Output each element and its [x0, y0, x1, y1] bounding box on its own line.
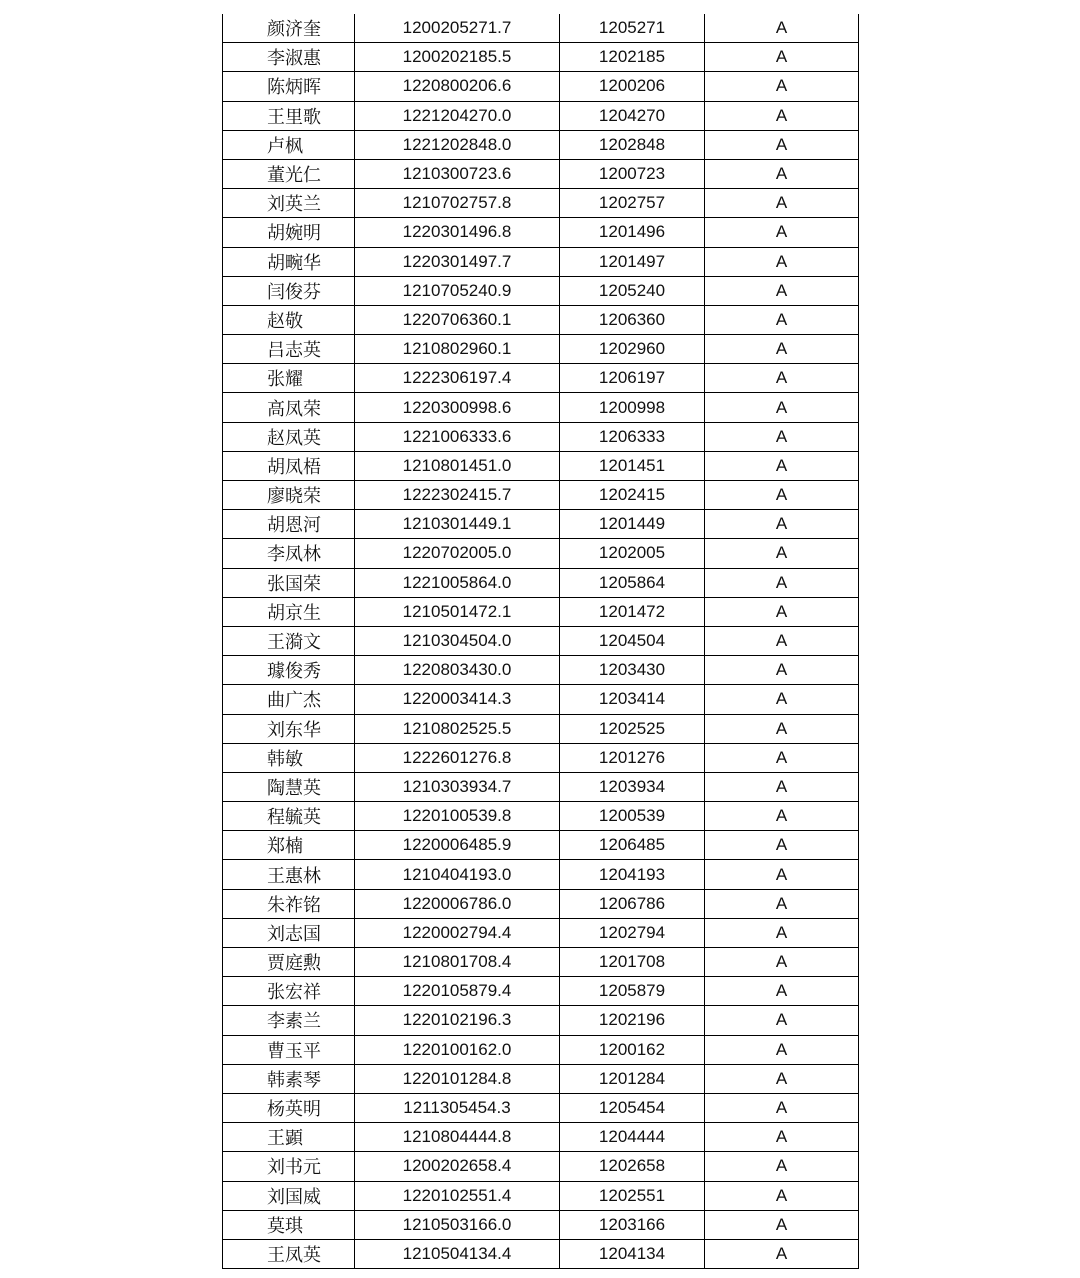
- grade-cell: A: [705, 159, 859, 188]
- table-row: [223, 802, 859, 831]
- id-number-cell: 1210503166.0: [355, 1210, 560, 1239]
- id-number-cell: 1221006333.6: [355, 422, 560, 451]
- table-body: [223, 14, 859, 1269]
- grade-cell: A: [705, 335, 859, 364]
- table-row: [223, 918, 859, 947]
- grade-cell: A: [705, 685, 859, 714]
- table-row: [223, 218, 859, 247]
- code-cell: 1205864: [560, 568, 705, 597]
- table-row: [223, 451, 859, 480]
- code-cell: 1201451: [560, 451, 705, 480]
- table-row: [223, 14, 859, 43]
- name-cell: 刘书元: [223, 1152, 355, 1181]
- name-cell: 王里歌: [223, 101, 355, 130]
- code-cell: 1201276: [560, 743, 705, 772]
- id-number-cell: 1221202848.0: [355, 130, 560, 159]
- table-row: [223, 656, 859, 685]
- id-number-cell: 1210801708.4: [355, 948, 560, 977]
- name-cell: 高凤荣: [223, 393, 355, 422]
- code-cell: 1202794: [560, 918, 705, 947]
- id-number-cell: 1221005864.0: [355, 568, 560, 597]
- name-cell: 胡京生: [223, 597, 355, 626]
- table-row: [223, 597, 859, 626]
- id-number-cell: 1210802960.1: [355, 335, 560, 364]
- grade-cell: A: [705, 860, 859, 889]
- table-row: [223, 772, 859, 801]
- grade-cell: A: [705, 831, 859, 860]
- name-cell: 陶慧英: [223, 772, 355, 801]
- name-cell: 赵敬: [223, 305, 355, 334]
- id-number-cell: 1220101284.8: [355, 1064, 560, 1093]
- table-row: [223, 130, 859, 159]
- grade-cell: A: [705, 626, 859, 655]
- code-cell: 1203430: [560, 656, 705, 685]
- grade-cell: A: [705, 539, 859, 568]
- code-cell: 1205454: [560, 1093, 705, 1122]
- id-number-cell: 1210804444.8: [355, 1123, 560, 1152]
- grade-cell: A: [705, 1064, 859, 1093]
- id-number-cell: 1210801451.0: [355, 451, 560, 480]
- code-cell: 1202848: [560, 130, 705, 159]
- grade-cell: A: [705, 772, 859, 801]
- code-cell: 1201708: [560, 948, 705, 977]
- name-cell: 张宏祥: [223, 977, 355, 1006]
- code-cell: 1201472: [560, 597, 705, 626]
- code-cell: 1206360: [560, 305, 705, 334]
- id-number-cell: 1220300998.6: [355, 393, 560, 422]
- table-row: [223, 1152, 859, 1181]
- table-row: [223, 568, 859, 597]
- id-number-cell: 1220006786.0: [355, 889, 560, 918]
- grade-cell: A: [705, 276, 859, 305]
- table-row: [223, 977, 859, 1006]
- code-cell: 1205271: [560, 14, 705, 43]
- name-cell: 李淑惠: [223, 43, 355, 72]
- code-cell: 1201449: [560, 510, 705, 539]
- code-cell: 1202658: [560, 1152, 705, 1181]
- table-row: [223, 626, 859, 655]
- table-row: [223, 1181, 859, 1210]
- table-row: [223, 159, 859, 188]
- table-row: [223, 1006, 859, 1035]
- table-row: [223, 1093, 859, 1122]
- id-number-cell: 1210404193.0: [355, 860, 560, 889]
- id-number-cell: 1222306197.4: [355, 364, 560, 393]
- grade-cell: A: [705, 802, 859, 831]
- id-number-cell: 1220006485.9: [355, 831, 560, 860]
- grade-cell: A: [705, 43, 859, 72]
- name-cell: 王顕: [223, 1123, 355, 1152]
- id-number-cell: 1210705240.9: [355, 276, 560, 305]
- table-row: [223, 43, 859, 72]
- table-row: [223, 539, 859, 568]
- code-cell: 1200539: [560, 802, 705, 831]
- grade-cell: A: [705, 1210, 859, 1239]
- roster-table: [222, 14, 859, 1269]
- grade-cell: A: [705, 977, 859, 1006]
- code-cell: 1204270: [560, 101, 705, 130]
- code-cell: 1205879: [560, 977, 705, 1006]
- grade-cell: A: [705, 1181, 859, 1210]
- name-cell: 吕志英: [223, 335, 355, 364]
- grade-cell: A: [705, 101, 859, 130]
- grade-cell: A: [705, 1006, 859, 1035]
- table-row: [223, 948, 859, 977]
- table-row: [223, 743, 859, 772]
- id-number-cell: 1210501472.1: [355, 597, 560, 626]
- code-cell: 1205240: [560, 276, 705, 305]
- name-cell: 李凤林: [223, 539, 355, 568]
- id-number-cell: 1220102551.4: [355, 1181, 560, 1210]
- table-row: [223, 422, 859, 451]
- grade-cell: A: [705, 510, 859, 539]
- name-cell: 曹玉平: [223, 1035, 355, 1064]
- code-cell: 1201284: [560, 1064, 705, 1093]
- code-cell: 1200206: [560, 72, 705, 101]
- name-cell: 曲广杰: [223, 685, 355, 714]
- id-number-cell: 1210301449.1: [355, 510, 560, 539]
- grade-cell: A: [705, 451, 859, 480]
- name-cell: 程毓英: [223, 802, 355, 831]
- code-cell: 1206485: [560, 831, 705, 860]
- code-cell: 1203934: [560, 772, 705, 801]
- name-cell: 李素兰: [223, 1006, 355, 1035]
- name-cell: 赵凤英: [223, 422, 355, 451]
- table-row: [223, 393, 859, 422]
- code-cell: 1202005: [560, 539, 705, 568]
- table-row: [223, 335, 859, 364]
- id-number-cell: 1210304504.0: [355, 626, 560, 655]
- table-row: [223, 510, 859, 539]
- id-number-cell: 1221204270.0: [355, 101, 560, 130]
- id-number-cell: 1220100539.8: [355, 802, 560, 831]
- table-row: [223, 1210, 859, 1239]
- grade-cell: A: [705, 1239, 859, 1268]
- grade-cell: A: [705, 1152, 859, 1181]
- code-cell: 1202415: [560, 481, 705, 510]
- id-number-cell: 1220706360.1: [355, 305, 560, 334]
- id-number-cell: 1220301497.7: [355, 247, 560, 276]
- code-cell: 1206197: [560, 364, 705, 393]
- name-cell: 璩俊秀: [223, 656, 355, 685]
- table-row: [223, 72, 859, 101]
- code-cell: 1206786: [560, 889, 705, 918]
- name-cell: 张耀: [223, 364, 355, 393]
- code-cell: 1203166: [560, 1210, 705, 1239]
- table-row: [223, 1064, 859, 1093]
- name-cell: 贾庭勲: [223, 948, 355, 977]
- code-cell: 1204444: [560, 1123, 705, 1152]
- id-number-cell: 1210504134.4: [355, 1239, 560, 1268]
- grade-cell: A: [705, 948, 859, 977]
- code-cell: 1200998: [560, 393, 705, 422]
- name-cell: 颜济奎: [223, 14, 355, 43]
- table-row: [223, 481, 859, 510]
- name-cell: 刘国威: [223, 1181, 355, 1210]
- name-cell: 郑楠: [223, 831, 355, 860]
- grade-cell: A: [705, 1093, 859, 1122]
- id-number-cell: 1200202658.4: [355, 1152, 560, 1181]
- table-row: [223, 889, 859, 918]
- code-cell: 1200723: [560, 159, 705, 188]
- id-number-cell: 1210303934.7: [355, 772, 560, 801]
- table-row: [223, 276, 859, 305]
- id-number-cell: 1222302415.7: [355, 481, 560, 510]
- name-cell: 胡婉明: [223, 218, 355, 247]
- table-row: [223, 101, 859, 130]
- id-number-cell: 1220301496.8: [355, 218, 560, 247]
- id-number-cell: 1220100162.0: [355, 1035, 560, 1064]
- name-cell: 闫俊芬: [223, 276, 355, 305]
- name-cell: 刘英兰: [223, 189, 355, 218]
- code-cell: 1206333: [560, 422, 705, 451]
- grade-cell: A: [705, 130, 859, 159]
- name-cell: 莫琪: [223, 1210, 355, 1239]
- grade-cell: A: [705, 247, 859, 276]
- id-number-cell: 1210702757.8: [355, 189, 560, 218]
- code-cell: 1202196: [560, 1006, 705, 1035]
- table-row: [223, 1035, 859, 1064]
- id-number-cell: 1211305454.3: [355, 1093, 560, 1122]
- name-cell: 刘东华: [223, 714, 355, 743]
- name-cell: 韩敏: [223, 743, 355, 772]
- name-cell: 刘志国: [223, 918, 355, 947]
- id-number-cell: 1210802525.5: [355, 714, 560, 743]
- id-number-cell: 1220002794.4: [355, 918, 560, 947]
- code-cell: 1200162: [560, 1035, 705, 1064]
- id-number-cell: 1220803430.0: [355, 656, 560, 685]
- name-cell: 胡畹华: [223, 247, 355, 276]
- grade-cell: A: [705, 305, 859, 334]
- id-number-cell: 1220102196.3: [355, 1006, 560, 1035]
- grade-cell: A: [705, 889, 859, 918]
- code-cell: 1204504: [560, 626, 705, 655]
- grade-cell: A: [705, 743, 859, 772]
- table-row: [223, 860, 859, 889]
- table-row: [223, 364, 859, 393]
- id-number-cell: 1200205271.7: [355, 14, 560, 43]
- grade-cell: A: [705, 714, 859, 743]
- table-row: [223, 305, 859, 334]
- id-number-cell: 1200202185.5: [355, 43, 560, 72]
- name-cell: 朱祚铭: [223, 889, 355, 918]
- code-cell: 1202960: [560, 335, 705, 364]
- name-cell: 韩素琴: [223, 1064, 355, 1093]
- table-row: [223, 831, 859, 860]
- id-number-cell: 1222601276.8: [355, 743, 560, 772]
- grade-cell: A: [705, 218, 859, 247]
- grade-cell: A: [705, 1035, 859, 1064]
- grade-cell: A: [705, 189, 859, 218]
- code-cell: 1203414: [560, 685, 705, 714]
- table-row: [223, 1123, 859, 1152]
- name-cell: 廖晓荣: [223, 481, 355, 510]
- code-cell: 1204193: [560, 860, 705, 889]
- grade-cell: A: [705, 918, 859, 947]
- code-cell: 1201496: [560, 218, 705, 247]
- table-row: [223, 685, 859, 714]
- grade-cell: A: [705, 72, 859, 101]
- code-cell: 1202525: [560, 714, 705, 743]
- grade-cell: A: [705, 1123, 859, 1152]
- name-cell: 董光仁: [223, 159, 355, 188]
- id-number-cell: 1220702005.0: [355, 539, 560, 568]
- table-row: [223, 247, 859, 276]
- name-cell: 王漪文: [223, 626, 355, 655]
- name-cell: 杨英明: [223, 1093, 355, 1122]
- table-row: [223, 1239, 859, 1268]
- grade-cell: A: [705, 481, 859, 510]
- name-cell: 胡恩河: [223, 510, 355, 539]
- code-cell: 1202757: [560, 189, 705, 218]
- table-row: [223, 714, 859, 743]
- name-cell: 胡凤梧: [223, 451, 355, 480]
- name-cell: 卢枫: [223, 130, 355, 159]
- name-cell: 陈炳晖: [223, 72, 355, 101]
- id-number-cell: 1210300723.6: [355, 159, 560, 188]
- grade-cell: A: [705, 568, 859, 597]
- name-cell: 王惠林: [223, 860, 355, 889]
- grade-cell: A: [705, 422, 859, 451]
- name-cell: 王凤英: [223, 1239, 355, 1268]
- id-number-cell: 1220003414.3: [355, 685, 560, 714]
- table-row: [223, 189, 859, 218]
- grade-cell: A: [705, 14, 859, 43]
- code-cell: 1204134: [560, 1239, 705, 1268]
- code-cell: 1202185: [560, 43, 705, 72]
- name-cell: 张国荣: [223, 568, 355, 597]
- code-cell: 1202551: [560, 1181, 705, 1210]
- grade-cell: A: [705, 656, 859, 685]
- grade-cell: A: [705, 597, 859, 626]
- id-number-cell: 1220800206.6: [355, 72, 560, 101]
- id-number-cell: 1220105879.4: [355, 977, 560, 1006]
- grade-cell: A: [705, 393, 859, 422]
- grade-cell: A: [705, 364, 859, 393]
- code-cell: 1201497: [560, 247, 705, 276]
